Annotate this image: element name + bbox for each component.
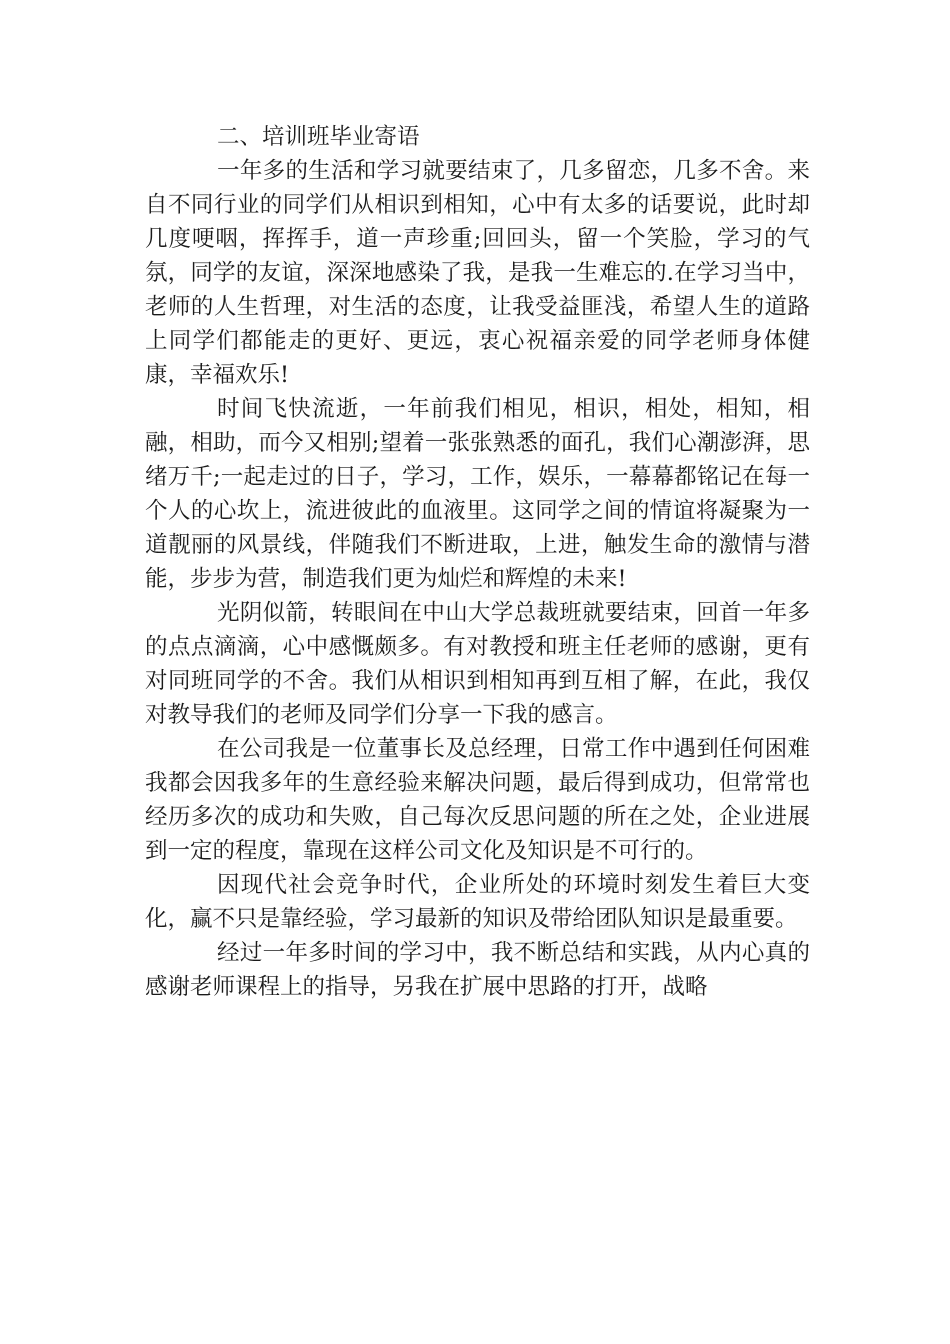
paragraph-reflection: 光阴似箭，转眼间在中山大学总裁班就要结束，回首一年多的点点滴滴，心中感慨颇多。有对教授和班主任老师的感谢，更有对同班同学的不舍。我们从相识到相知再到互相了解，在此，我仅对教导我们的老师及同学们分享一下我的感言。 bbox=[145, 600, 810, 728]
paragraph-modern-competition: 因现代社会竞争时代，企业所处的环境时刻发生着巨大变化，赢不只是靠经验，学习最新的知识及带给团队知识是最重要。 bbox=[145, 872, 810, 932]
document-page bbox=[145, 120, 810, 1004]
paragraph-company-experience: 在公司我是一位董事长及总经理，日常工作中遇到任何困难我都会因我多年的生意经验来解决问题，最后得到成功，但常常也经历多次的成功和失败，自己每次反思问题的所在之处，企业进展到一定的程度，靠现在这样公司文化及知识是不可行的。 bbox=[145, 736, 810, 864]
paragraph-learning-summary: 经过一年多时间的学习中，我不断总结和实践，从内心真的感谢老师课程上的指导，另我在扩展中思路的打开，战略 bbox=[145, 940, 810, 1000]
section-heading: 二、培训班毕业寄语 bbox=[217, 124, 420, 150]
paragraph-farewell: 一年多的生活和学习就要结束了，几多留恋，几多不舍。来自不同行业的同学们从相识到相知，心中有太多的话要说，此时却几度哽咽，挥挥手，道一声珍重;回回头，留一个笑脸，学习的气氛，同学的友谊，深深地感染了我，是我一生难忘的.在学习当中，老师的人生哲理，对生活的态度，让我受益匪浅，希望人生的道路上同学们都能走的更好、更远，衷心祝福亲爱的同学老师身体健康，幸福欢乐! bbox=[145, 158, 810, 388]
paragraph-time-flies: 时间飞快流逝，一年前我们相见，相识，相处，相知，相融，相助，而今又相别;望着一张张熟悉的面孔，我们心潮澎湃，思绪万千;一起走过的日子，学习，工作，娱乐，一幕幕都铭记在每一个人的心坎上，流进彼此的血液里。这同学之间的情谊将凝聚为一道靓丽的风景线，伴随我们不断进取，上进，触发生命的激情与潜能，步步为营，制造我们更为灿烂和辉煌的未来! bbox=[145, 396, 810, 592]
